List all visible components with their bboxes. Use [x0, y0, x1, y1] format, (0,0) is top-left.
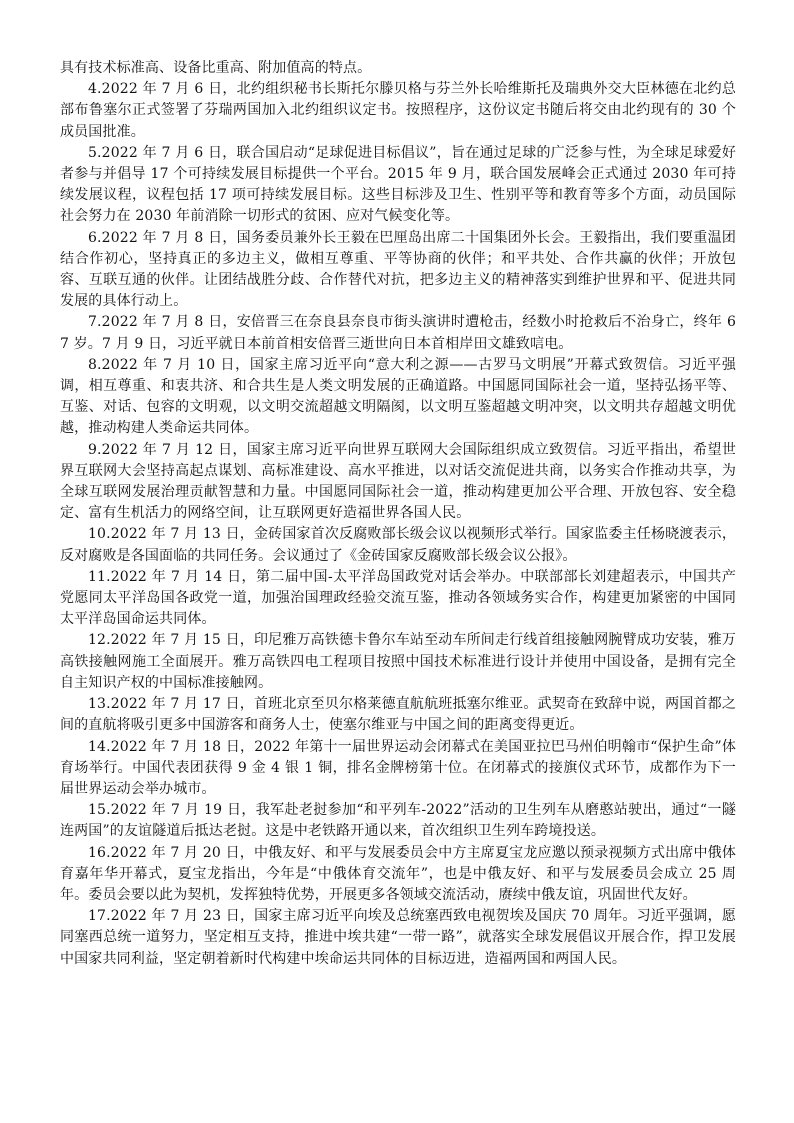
news-item-14: 14.2022 年 7 月 18 日，2022 年第十一届世界运动会闭幕式在美国亚拉巴马州伯明翰市“保护生命”体育场举行。中国代表团获得 9 金 4 银 1 铜，排名金牌榜第十位。在闭幕式的接旗仪式环节，成都作为下一届世界运动会举办城市。: [60, 738, 736, 797]
news-item-16: 16.2022 年 7 月 20 日，中俄友好、和平与发展委员会中方主席夏宝龙应邀以预录视频方式出席中俄体育嘉年华开幕式，夏宝龙指出，今年是“中俄体育交流年”，也是中俄友好、和平与发展委员会成立 25 周年。委员会要以此为契机，发挥独特优势，开展更多各领域交流活动，赓续中俄友谊，巩固世代友好。: [60, 844, 736, 903]
news-item-15: 15.2022 年 7 月 19 日，我军赴老挝参加“和平列车-2022”活动的卫生列车从磨憨站驶出，通过“一隧连两国”的友谊隧道后抵达老挝。这是中老铁路开通以来，首次组织卫生列车跨境投送。: [60, 802, 736, 840]
news-item-10: 10.2022 年 7 月 13 日，金砖国家首次反腐败部长级会议以视频形式举行。国家监委主任杨晓渡表示，反对腐败是各国面临的共同任务。会议通过了《金砖国家反腐败部长级会议公报》。: [60, 526, 736, 564]
news-item-17: 17.2022 年 7 月 23 日，国家主席习近平向埃及总统塞西致电视贺埃及国庆 70 周年。习近平强调，愿同塞西总统一道努力，坚定相互支持，推进中埃共建“一带一路”，就落实全球发展倡议开展合作，捍卫发展中国家共同利益，坚定朝着新时代构建中埃命运共同体的目标迈进，造福两国和两国人民。: [60, 908, 736, 967]
document-body: [60, 58, 736, 970]
continued-paragraph: 具有技术标准高、设备比重高、附加值高的特点。: [60, 60, 372, 76]
news-item-4: 4.2022 年 7 月 6 日，北约组织秘书长斯托尔滕贝格与芬兰外长哈维斯托及瑞典外交大臣林德在北约总部布鲁塞尔正式签署了芬瑞两国加入北约组织议定书。按照程序，这份议定书随后将交由北约现有的 30 个成员国批准。: [60, 81, 736, 140]
news-item-12: 12.2022 年 7 月 15 日，印尼雅万高铁德卡鲁尔车站至动车所间走行线首组接触网腕臂成功安装，雅万高铁接触网施工全面展开。雅万高铁四电工程项目按照中国技术标准进行设计并使用中国设备，是拥有完全自主知识产权的中国标准接触网。: [60, 632, 736, 691]
news-item-6: 6.2022 年 7 月 8 日，国务委员兼外长王毅在巴厘岛出席二十国集团外长会。王毅指出，我们要重温团结合作初心，坚持真正的多边主义，做相互尊重、平等协商的伙伴；和平共处、合作共赢的伙伴；开放包容、互联互通的伙伴。让团结战胜分歧、合作替代对抗，把多边主义的精神落实到维护世界和平、促进共同发展的具体行动上。: [60, 229, 736, 310]
news-item-13: 13.2022 年 7 月 17 日，首班北京至贝尔格莱德直航航班抵塞尔维亚。武契奇在致辞中说，两国首都之间的直航将吸引更多中国游客和商务人士，使塞尔维亚与中国之间的距离变得更近。: [60, 696, 736, 734]
news-item-9: 9.2022 年 7 月 12 日，国家主席习近平向世界互联网大会国际组织成立致贺信。习近平指出，希望世界互联网大会坚持高起点谋划、高标准建设、高水平推进，以对话交流促进共商，以务实合作推动共享，为全球互联网发展治理贡献智慧和力量。中国愿同国际社会一道，推动构建更加公平合理、开放包容、安全稳定、富有生机活力的网络空间，让互联网更好造福世界各国人民。: [60, 441, 736, 522]
news-item-11: 11.2022 年 7 月 14 日，第二届中国-太平洋岛国政党对话会举办。中联部部长刘建超表示，中国共产党愿同太平洋岛国各政党一道，加强治国理政经验交流互鉴，推动各领域务实合作，构建更加紧密的中国同太平洋岛国命运共同体。: [60, 568, 736, 628]
news-item-7: 7.2022 年 7 月 8 日，安倍晋三在奈良县奈良市街头演讲时遭枪击，经数小时抢救后不治身亡，终年 67 岁。7 月 9 日，习近平就日本前首相安倍晋三逝世向日本首相岸田文雄致唁电。: [60, 314, 736, 352]
news-item-5: 5.2022 年 7 月 6 日，联合国启动“足球促进目标倡议”，旨在通过足球的广泛参与性，为全球足球爱好者参与并倡导 17 个可持续发展目标提供一个平台。2015 年 9 月，联合国发展峰会正式通过 2030 年可持续发展议程，议程包括 17 项可持续发展目标。这些目标涉及卫生、性别平等和教育等多个方面，动员国际社会努力在 2030 年前消除一切形式的贫困、应对气候变化等。: [60, 144, 736, 225]
news-item-8: 8.2022 年 7 月 10 日，国家主席习近平向“意大利之源——古罗马文明展”开幕式致贺信。习近平强调，相互尊重、和衷共济、和合共生是人类文明发展的正确道路。中国愿同国际社会一道，坚持弘扬平等、互鉴、对话、包容的文明观，以文明交流超越文明隔阂，以文明互鉴超越文明冲突，以文明共存超越文明优越，推动构建人类命运共同体。: [60, 356, 736, 437]
